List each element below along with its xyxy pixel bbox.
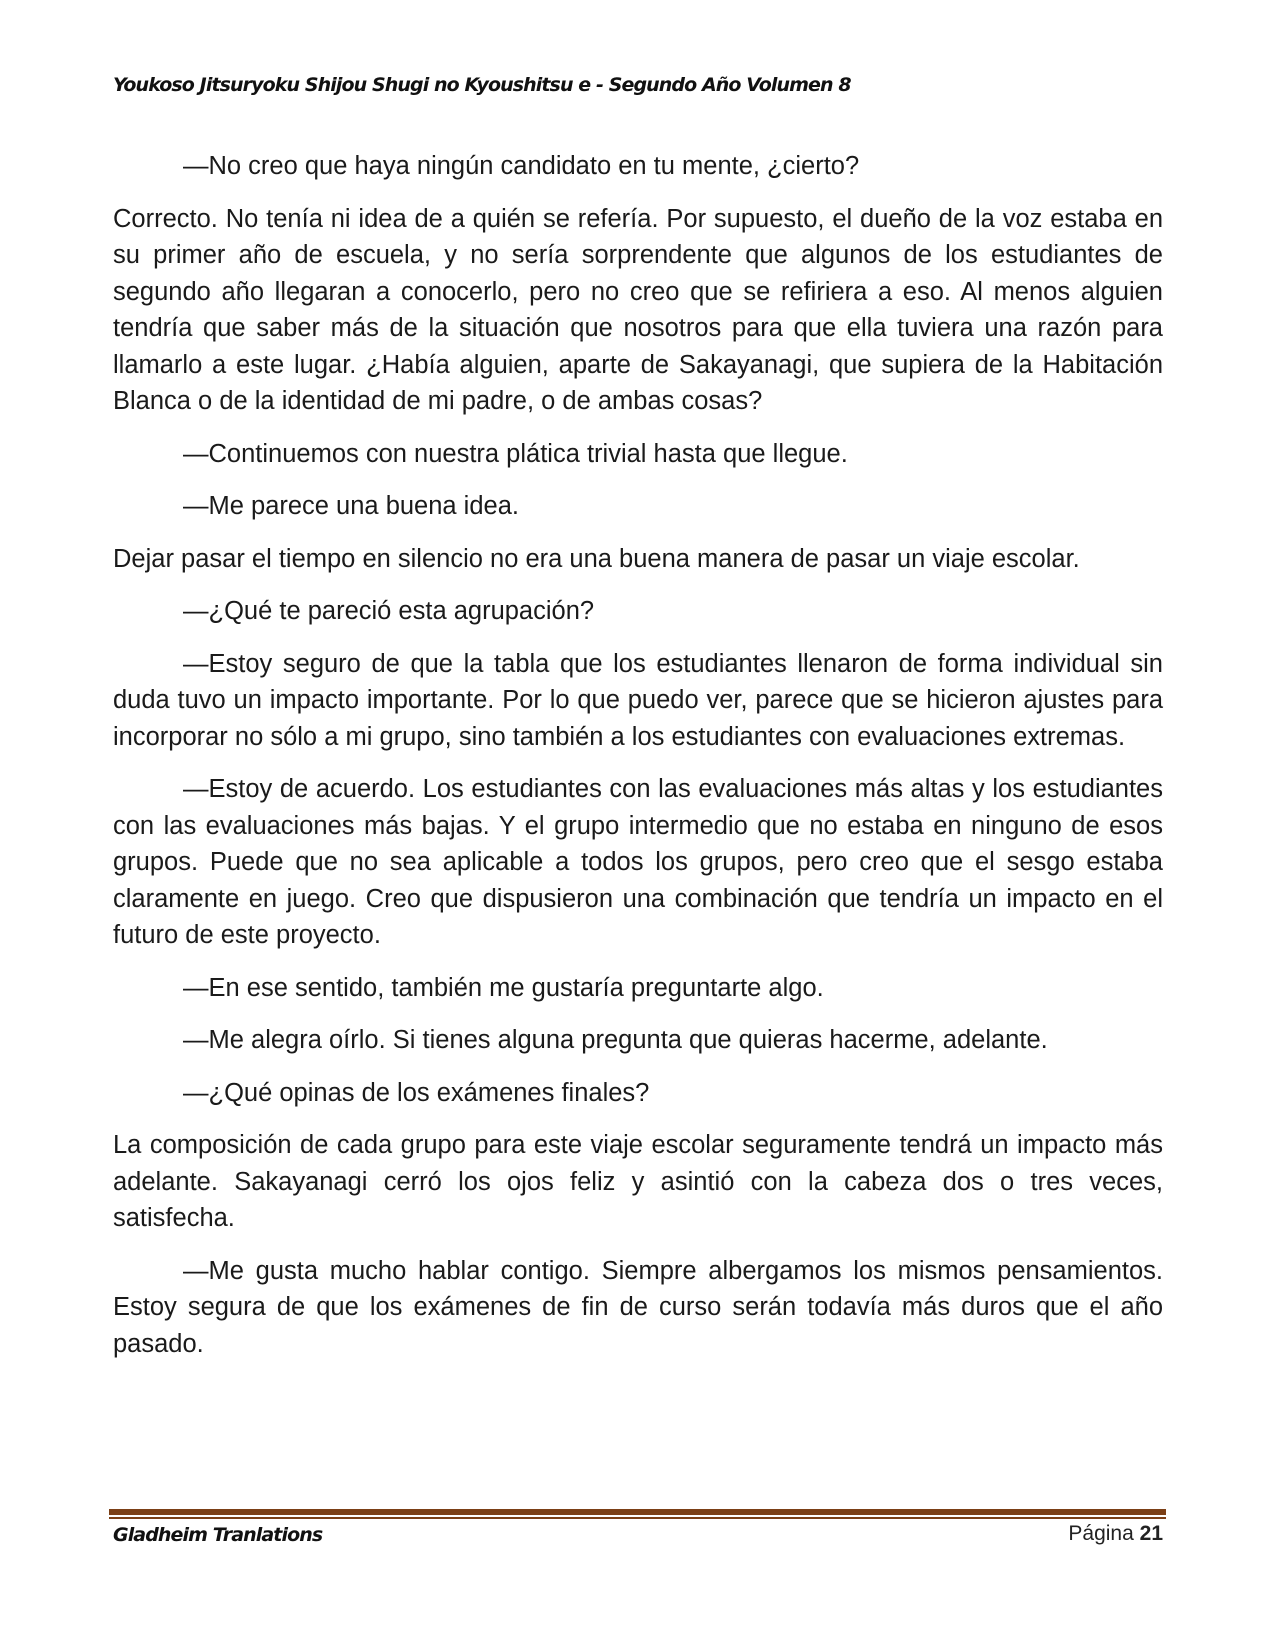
paragraph-narration: La composición de cada grupo para este viaje escolar seguramente tendrá un impacto más adelante. Sakayanagi cerró los ojos feliz y asintió con la cabeza dos o tres veces, satisfecha. — [113, 1131, 1163, 1232]
paragraph-dialogue: —Me alegra oírlo. Si tienes alguna pregunta que quieras hacerme, adelante. — [183, 1026, 1048, 1054]
paragraph-dialogue: —¿Qué opinas de los exámenes finales? — [183, 1078, 650, 1107]
paragraph-dialogue: —No creo que haya ningún candidato en tu mente, ¿cierto? — [183, 152, 860, 180]
paragraph-narration: Dejar pasar el tiempo en silencio no era una buena manera de pasar un viaje escolar. — [113, 544, 1080, 573]
page-label: Página — [1068, 1522, 1134, 1545]
footer-divider-thin — [109, 1517, 1166, 1519]
footer-divider-thick — [109, 1509, 1166, 1515]
paragraph-dialogue: —Estoy de acuerdo. Los estudiantes con las evaluaciones más altas y los estudiantes con las evaluaciones más bajas. Y el grupo intermedio que no estaba en ninguno de esos grupos. Puede que no sea aplicable a todos los grupos, pero creo que el sesgo estaba claramente en juego. Creo que dispusieron una combinación que tendría un impacto en el futuro de este proyecto. — [113, 775, 1163, 949]
paragraph-dialogue: —¿Qué te pareció esta agrupación? — [183, 597, 595, 625]
running-header: Youkoso Jitsuryoku Shijou Shugi no Kyoushitsu e - Segundo Año Volumen 8 — [113, 74, 851, 96]
paragraph-dialogue: —En ese sentido, también me gustaría preguntarte algo. — [183, 973, 824, 1002]
paragraph-dialogue: —Continuemos con nuestra plática trivial hasta que llegue. — [183, 439, 848, 468]
body-text — [113, 148, 1163, 1378]
paragraph-dialogue: —Me gusta mucho hablar contigo. Siempre albergamos los mismos pensamientos. Estoy segura de que los exámenes de fin de curso serán todavía más duros que el año pasado. — [113, 1256, 1163, 1358]
paragraph-dialogue: —Me parece una buena idea. — [183, 492, 519, 520]
page-number-label — [1068, 1522, 1163, 1546]
page-number: 21 — [1139, 1522, 1163, 1545]
paragraph-dialogue: —Estoy seguro de que la tabla que los estudiantes llenaron de forma individual sin duda tuvo un impacto importante. Por lo que puedo ver, parece que se hicieron ajustes para incorporar no sólo a mi grupo, sino también a los estudiantes con evaluaciones extremas. — [113, 649, 1163, 751]
footer-credit: Gladheim Tranlations — [113, 1524, 323, 1546]
paragraph-narration: Correcto. No tenía ni idea de a quién se refería. Por supuesto, el dueño de la voz estaba en su primer año de escuela, y no sería sorprendente que algunos de los estudiantes de segundo año llegaran a conocerlo, pero no creo que se refiriera a eso. Al menos alguien tendría que saber más de la situación que nosotros para que ella tuviera una razón para llamarlo a este lugar. ¿Había alguien, aparte de Sakayanagi, que supiera de la Habitación Blanca o de la identidad de mi padre, o de ambas cosas? — [113, 204, 1163, 415]
